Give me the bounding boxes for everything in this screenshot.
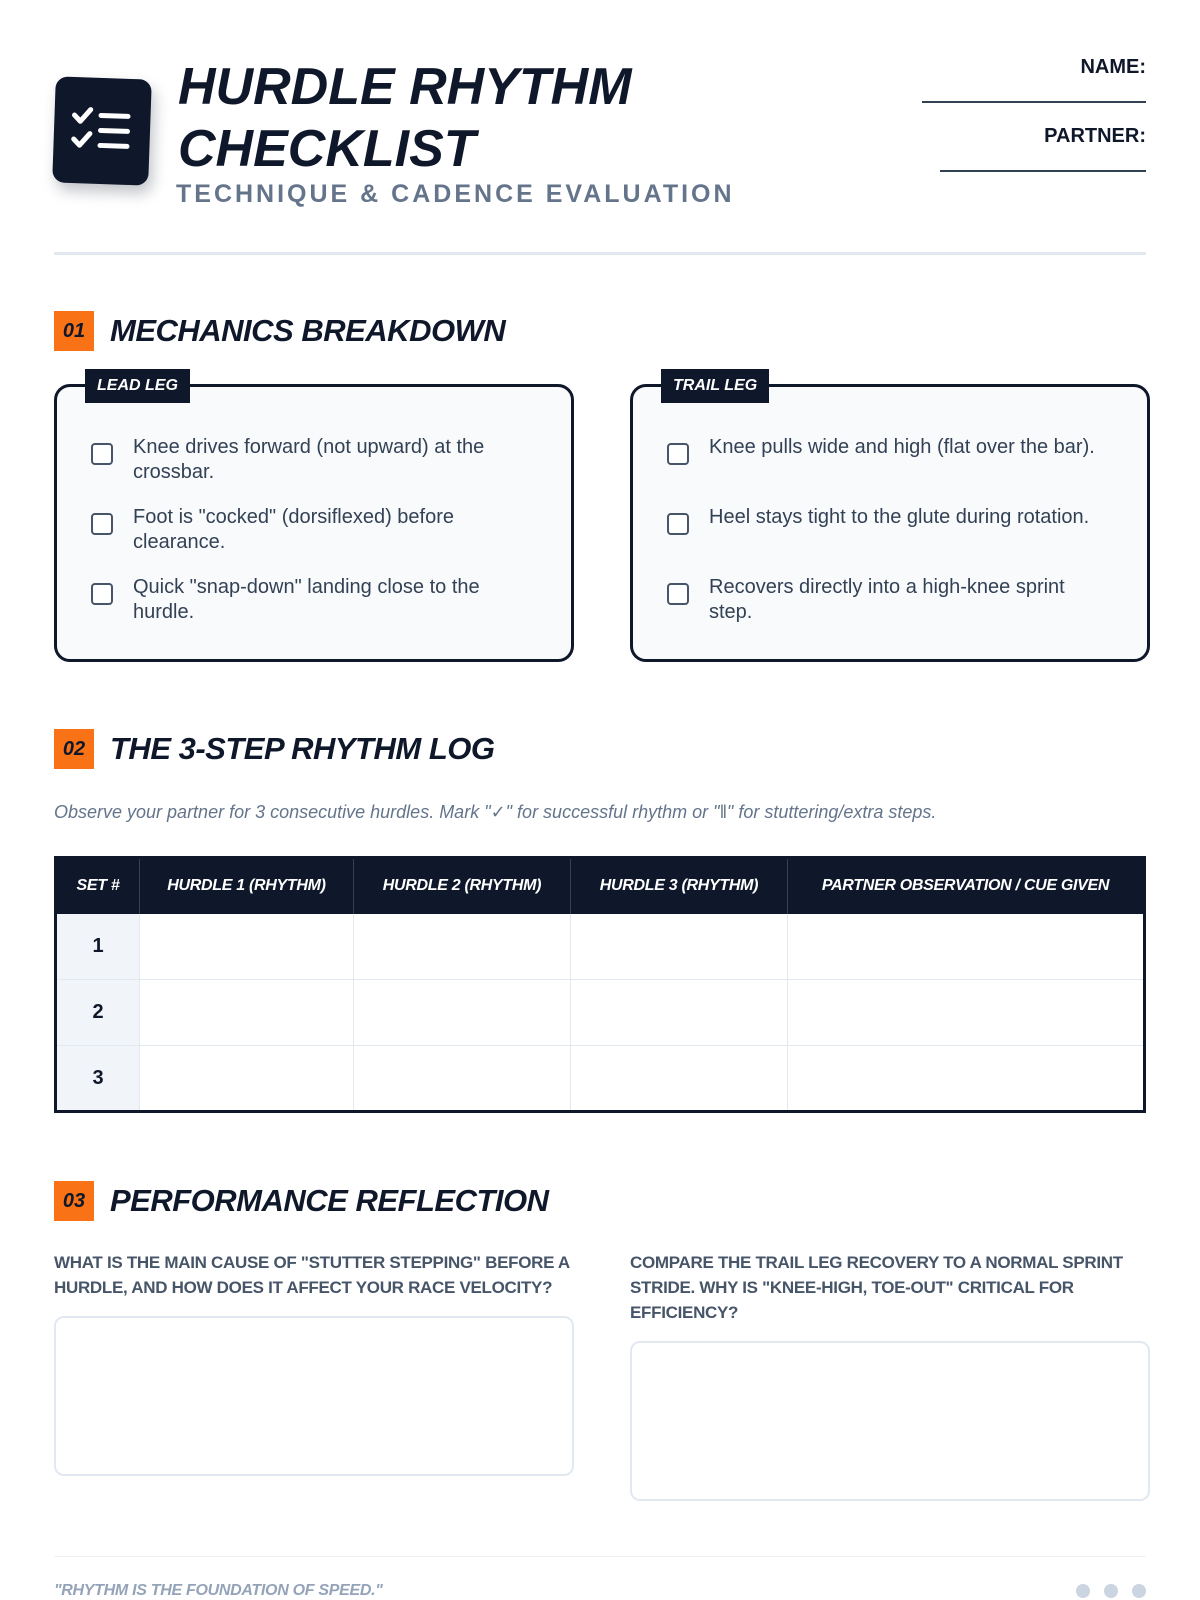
checklist-item <box>91 435 531 485</box>
answer-box-2[interactable] <box>630 1341 1150 1501</box>
table-cell[interactable] <box>788 1046 1145 1112</box>
checklist-item <box>667 505 1107 535</box>
student-fields <box>906 56 1146 194</box>
section-title: THE 3-STEP RHYTHM LOG <box>110 731 495 766</box>
rhythm-log-table <box>54 856 1146 1113</box>
checklist-item <box>91 575 531 625</box>
reflection-question-2: COMPARE THE TRAIL LEG RECOVERY TO A NORMAL SPRINT STRIDE. WHY IS "KNEE-HIGH, TOE-OUT" CRITICAL FOR EFFICIENCY? <box>630 1253 1123 1322</box>
decorative-dot <box>1076 1584 1090 1598</box>
table-row <box>56 914 1145 980</box>
set-number: 3 <box>56 1046 140 1112</box>
logo-badge <box>52 76 152 185</box>
column-header: PARTNER OBSERVATION / CUE GIVEN <box>788 858 1145 914</box>
footer-divider <box>54 1556 1146 1557</box>
column-header: SET # <box>56 858 140 914</box>
decorative-dot <box>1132 1584 1146 1598</box>
checklist-item-text: Knee pulls wide and high (flat over the bar). <box>709 436 1095 458</box>
section-rhythm-heading <box>54 729 494 769</box>
checklist-item-text: Recovers directly into a high-knee sprint step. <box>709 576 1065 623</box>
checklist-item <box>667 575 1107 625</box>
table-cell[interactable] <box>354 1046 571 1112</box>
worksheet-header <box>54 56 1146 256</box>
table-row <box>56 980 1145 1046</box>
header-divider <box>54 252 1146 255</box>
table-cell[interactable] <box>140 980 354 1046</box>
checkbox[interactable] <box>667 583 689 605</box>
section-number-badge: 01 <box>54 311 94 351</box>
checklist-item-text: Heel stays tight to the glute during rotation. <box>709 506 1090 528</box>
checklist-item <box>667 435 1107 465</box>
reflection-question-1: WHAT IS THE MAIN CAUSE OF "STUTTER STEPPING" BEFORE A HURDLE, AND HOW DOES IT AFFECT YOUR RACE VELOCITY? <box>54 1253 570 1297</box>
table-cell[interactable] <box>571 1046 788 1112</box>
checkbox[interactable] <box>91 513 113 535</box>
name-label: NAME: <box>1080 56 1146 78</box>
lead-leg-tag: LEAD LEG <box>85 369 190 403</box>
section-number-badge: 02 <box>54 729 94 769</box>
partner-field[interactable] <box>940 170 1146 172</box>
table-cell[interactable] <box>788 914 1145 980</box>
set-number: 1 <box>56 914 140 980</box>
section-reflection-heading <box>54 1181 549 1221</box>
table-cell[interactable] <box>354 980 571 1046</box>
footer-quote: "RHYTHM IS THE FOUNDATION OF SPEED." <box>54 1582 383 1599</box>
page-title: HURDLE RHYTHM CHECKLIST <box>178 58 632 178</box>
section-number-badge: 03 <box>54 1181 94 1221</box>
checklist-item-text: Foot is "cocked" (dorsiflexed) before clearance. <box>133 506 455 553</box>
section-title: PERFORMANCE REFLECTION <box>110 1183 549 1218</box>
table-cell[interactable] <box>571 980 788 1046</box>
column-header: HURDLE 1 (RHYTHM) <box>140 858 354 914</box>
column-header: HURDLE 3 (RHYTHM) <box>571 858 788 914</box>
column-header: HURDLE 2 (RHYTHM) <box>354 858 571 914</box>
table-cell[interactable] <box>571 914 788 980</box>
checklist-icon <box>69 103 135 161</box>
partner-label: PARTNER: <box>1044 125 1146 147</box>
table-header-row <box>56 858 1145 914</box>
checklist-item-text: Quick "snap-down" landing close to the hurdle. <box>133 576 480 623</box>
table-cell[interactable] <box>788 980 1145 1046</box>
section-mechanics-heading <box>54 311 505 351</box>
checkbox[interactable] <box>667 443 689 465</box>
checkbox[interactable] <box>667 513 689 535</box>
section-title: MECHANICS BREAKDOWN <box>110 313 506 348</box>
checkbox[interactable] <box>91 443 113 465</box>
lead-leg-card <box>54 377 574 662</box>
name-field[interactable] <box>922 101 1146 103</box>
table-cell[interactable] <box>354 914 571 980</box>
trail-leg-card <box>630 377 1150 662</box>
table-cell[interactable] <box>140 914 354 980</box>
set-number: 2 <box>56 980 140 1046</box>
page-subtitle: TECHNIQUE & CADENCE EVALUATION <box>176 180 735 208</box>
checklist-item <box>91 505 531 555</box>
trail-leg-tag: TRAIL LEG <box>661 369 769 403</box>
decorative-dot <box>1104 1584 1118 1598</box>
checklist-item-text: Knee drives forward (not upward) at the crossbar. <box>133 436 485 483</box>
answer-box-1[interactable] <box>54 1316 574 1476</box>
rhythm-instructions: Observe your partner for 3 consecutive hurdles. Mark "✓" for successful rhythm or "‖" for stuttering/extra steps. <box>54 802 937 822</box>
checkbox[interactable] <box>91 583 113 605</box>
table-cell[interactable] <box>140 1046 354 1112</box>
table-row <box>56 1046 1145 1112</box>
footer-dots <box>1076 1584 1146 1598</box>
